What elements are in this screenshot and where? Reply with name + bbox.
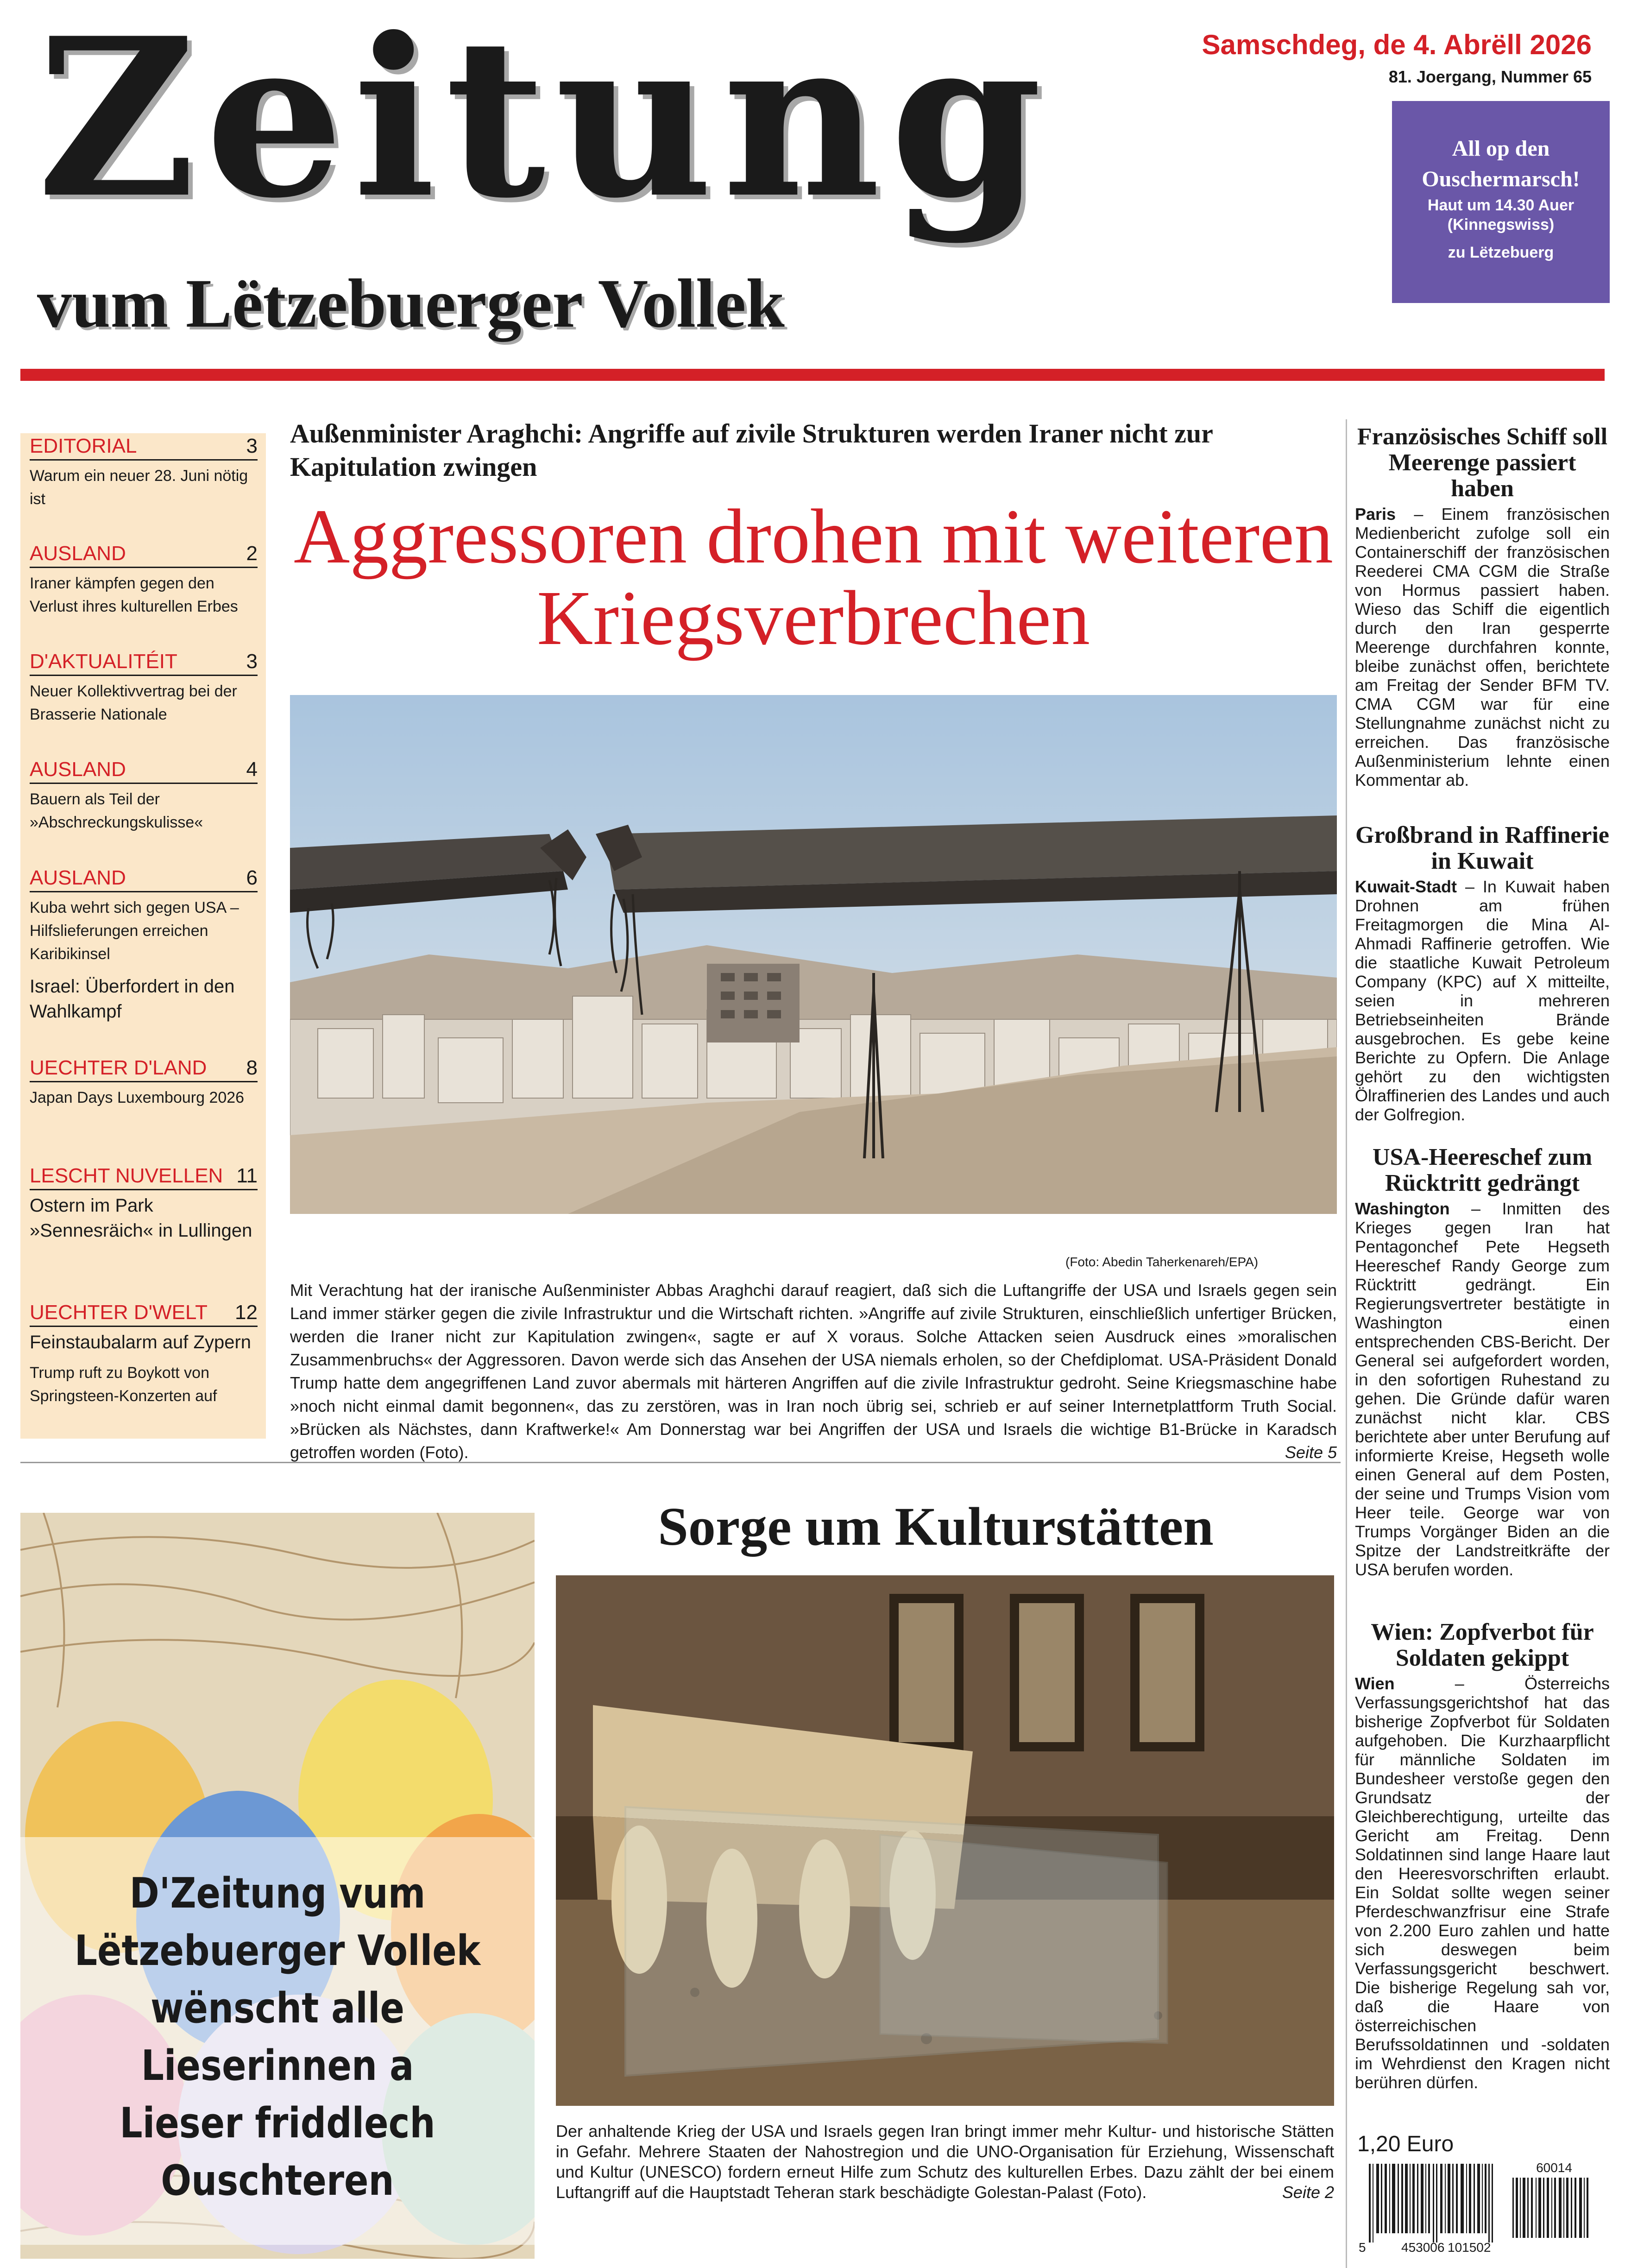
lead-headline[interactable]: Aggressoren drohen mit weiteren Kriegsverbrechen xyxy=(294,493,1333,661)
toc-text: Israel: Überfordert in den Wahlkampf xyxy=(30,976,235,1022)
brief-body xyxy=(1355,1674,1610,2092)
brief-text: – Einem französischen Medienbericht zufolge soll ein Containerschiff der französischen Reederei CMA CGM die Straße von Hormus passiert haben. Wieso das Schiff die eigentlich durch den Iran gesperrte Meerenge durchfahren konnte, bleibe zunächst offen, berichtete am Freitag der Sender BFM TV. CMA CGM war für eine Stellungnahme zunächst nicht zu erreichen. Das französische Außenministerium lehnte einen Kommentar ab. xyxy=(1355,505,1610,790)
culture-body xyxy=(556,2121,1334,2203)
promo-line: Haut um 14.30 Auer xyxy=(1427,196,1575,214)
toc-page: 3 xyxy=(246,435,258,457)
brief-body xyxy=(1355,877,1610,1124)
barcode xyxy=(1355,2159,1605,2256)
brief-body xyxy=(1355,1199,1610,1579)
toc-section: UECHTER D'WELT xyxy=(30,1301,208,1324)
news-brief[interactable] xyxy=(1355,822,1610,1124)
culture-body-text: Der anhaltende Krieg der USA und Israels gegen Iran bringt immer mehr Kultur- und historische Stätten in Gefahr. Mehrere Staaten der Nahostregion und die UNO-Organisation für Erziehung, Wissenschaft und Kultur (UNESCO) fordern erneut Hilfe zum Schutz des kulturellen Erbes. Dazu zählt der bei einem Luftangriff auf die Hauptstadt Teheran stark beschädigte Golestan-Palast (Foto). xyxy=(556,2122,1334,2202)
toc-section: LESCHT NUVELLEN xyxy=(30,1164,223,1187)
easter-line: wënscht alle xyxy=(151,1984,404,2033)
news-brief[interactable] xyxy=(1355,424,1610,790)
toc-page: 11 xyxy=(236,1164,258,1187)
issue-date: Samschdeg, de 4. Abrëll 2026 xyxy=(1202,29,1592,60)
brief-text: – In Kuwait haben Drohnen am frühen Freitagmorgen die Mina Al-Ahmadi Raffinerie getroffen. Wie die staatliche Kuwait Petroleum Company (KPC) auf X mitteilte, seien in mehreren Betriebseinheiten Brände ausgebrochen. Es gebe keine Berichte zu Opfern. Die Anlage gehört zu den wichtigsten Ölraffinerien des Landes und auch der Golfregion. xyxy=(1355,877,1610,1124)
toc-section: EDITORIAL xyxy=(30,435,137,457)
culture-headline[interactable]: Sorge um Kulturstätten xyxy=(658,1496,1214,1557)
toc-entry[interactable] xyxy=(30,433,258,511)
dateline: Kuwait-Stadt xyxy=(1355,877,1457,896)
toc-text: Ostern im Park »Sennesräich« in Lullingen xyxy=(30,1195,252,1241)
brief-headline: Wien: Zopfverbot für Soldaten gekippt xyxy=(1371,1619,1594,1671)
promo-line: Ouschermarsch! xyxy=(1422,167,1580,191)
toc-section: AUSLAND xyxy=(30,542,126,565)
toc-page: 12 xyxy=(235,1301,258,1324)
lead-body xyxy=(290,1279,1337,1464)
dateline: Wien xyxy=(1355,1674,1395,1693)
toc-page: 6 xyxy=(246,866,258,889)
brief-text: – Österreichs Verfassungsgerichtshof hat das bisherige Zopfverbot für Soldaten aufgehoben. Die Kurzhaarpflicht für männliche Soldaten im Bundesheer verstoße gegen den Grundsatz der Gleichberechtigung, urteilte das Gericht am Freitag. Denn Soldatinnen sind lange Haare laut den Heeresvorschriften erlaubt. Ein Soldat sollte wegen seiner Pferdeschwanzfrisur eine Strafe von 2.200 Euro zahlen und hatte sich deswegen beim Verfassungsgericht beschwert. Die bisherige Regelung sah vor, daß die Haare von österreichischen Berufssoldatinnen und -soldaten im Wehrdienst den Kragen nicht berühren dürfen. xyxy=(1355,1674,1610,2092)
brief-body xyxy=(1355,505,1610,790)
easter-line: Lieser friddlech xyxy=(120,2099,435,2148)
toc-page: 8 xyxy=(246,1056,258,1079)
easter-line: Lëtzebuerger Vollek xyxy=(74,1927,481,1975)
toc-entry[interactable] xyxy=(30,865,258,1024)
toc-page: 3 xyxy=(246,650,258,673)
promo-box[interactable] xyxy=(1392,101,1610,303)
easter-greeting xyxy=(20,1513,535,2259)
culture-photo-palace xyxy=(556,1575,1334,2106)
toc-entry[interactable] xyxy=(30,1055,258,1109)
toc-section: D'AKTUALITÉIT xyxy=(30,650,177,673)
toc-page: 4 xyxy=(246,758,258,781)
toc-text: Kuba wehrt sich gegen USA – Hilfslieferungen erreichen Karibikinsel xyxy=(30,899,239,963)
promo-line: (Kinnegswiss) xyxy=(1447,216,1555,234)
promo-line: zu Lëtzebuerg xyxy=(1448,244,1554,261)
toc-entry[interactable] xyxy=(30,649,258,726)
toc-text: Warum ein neuer 28. Juni nötig ist xyxy=(30,467,248,508)
toc-page: 2 xyxy=(246,542,258,565)
toc-text: Japan Days Luxembourg 2026 xyxy=(30,1089,245,1106)
toc-section: AUSLAND xyxy=(30,758,126,781)
issue-number: 81. Joergang, Nummer 65 xyxy=(1388,67,1592,86)
easter-message xyxy=(57,1865,499,2210)
section-divider xyxy=(20,1462,1341,1463)
photo-credit: (Foto: Abedin Taherkenareh/EPA) xyxy=(1065,1255,1259,1269)
masthead-divider xyxy=(20,369,1605,381)
dateline: Paris xyxy=(1355,505,1396,524)
brief-headline: Französisches Schiff soll Meerenge passiert haben xyxy=(1357,423,1608,502)
toc-text: Iraner kämpfen gegen den Verlust ihres kulturellen Erbes xyxy=(30,575,238,615)
page-reference[interactable]: Seite 5 xyxy=(1285,1443,1337,1462)
news-brief[interactable] xyxy=(1355,1144,1610,1579)
toc-text: Feinstaubalarm auf Zypern xyxy=(30,1332,252,1352)
toc-entry[interactable] xyxy=(30,541,258,618)
toc-entry[interactable] xyxy=(30,1300,258,1408)
brief-text: – Inmitten des Krieges gegen Iran hat Pentagonchef Pete Hegseth Heereschef Randy George zum Rücktritt gedrängt. Ein Regierungsvertreter bestätigte in Washington einen entsprechenden CBS-Bericht. Der General sei aufgefordert worden, in den sofortigen Ruhestand zu gehen. Die Gründe dafür waren zunächst nicht klar. CBS berichtete aber unter Berufung auf informierte Kreise, Hegseth wolle einen General auf dem Posten, der seine und Trumps Vision vom Heer teile. George war von Trumps Vorgänger Biden an die Spitze der Landstreitkräfte der USA berufen worden. xyxy=(1355,1199,1610,1579)
promo-line: All op den xyxy=(1452,136,1550,161)
toc-section: UECHTER D'LAND xyxy=(30,1056,207,1079)
page-reference[interactable]: Seite 2 xyxy=(1282,2183,1334,2202)
easter-line: Ouschteren xyxy=(161,2156,394,2205)
lead-body-text: Mit Verachtung hat der iranische Außenminister Abbas Araghchi darauf reagiert, daß sich die Luftangriffe der USA und Israels gegen sein Land immer stärker gegen die zivile Infrastruktur und die Wirtschaft richten. »Angriffe auf zivile Strukturen, einschließlich unfertiger Brücken, werden die Iraner nicht zur Kapitulation zwingen«, sagte er auf X voraus. Solche Attacken seien Ausdruck eines »moralischen Zusammenbruchs« der Aggressoren. Davon werde sich das Ansehen der USA niemals erholen, so der Chefdiplomat. USA-Präsident Donald Trump hatte dem angegriffenen Land zuvor abermals mit härteren Angriffen auf die zivile Infrastruktur gedroht. Seine Kriegsmaschine habe »noch nicht einmal damit begonnen«, das zu zerstören, was in Iran noch übrig sei, schrieb er auf seiner Internetplattform Truth Social. »Brücken als Nächstes, dann Kraftwerke!« Am Donnerstag war bei Angriffen der USA und Israels die wichtige B1-Brücke in Karadsch getroffen worden (Foto). xyxy=(290,1281,1337,1462)
toc-entry[interactable] xyxy=(30,757,258,834)
toc-text: Neuer Kollektivvertrag bei der Brasserie Nationale xyxy=(30,682,237,723)
barcode-group-2: 101502 xyxy=(1448,2240,1491,2255)
column-divider xyxy=(1346,419,1347,2268)
toc-text: Bauern als Teil der »Abschreckungskulisse« xyxy=(30,790,203,831)
toc-entry[interactable] xyxy=(30,1163,258,1243)
toc-text: Trump ruft zu Boykott von Springsteen-Konzerten auf xyxy=(30,1364,217,1405)
masthead-title: Zeitung xyxy=(37,0,1052,246)
easter-line: Lieserinnen a xyxy=(141,2041,414,2090)
easter-line: D'Zeitung vum xyxy=(129,1869,426,1918)
brief-headline: Großbrand in Raffinerie in Kuwait xyxy=(1355,822,1609,874)
barcode-group-1: 453006 xyxy=(1401,2240,1445,2255)
barcode-addon: 60014 xyxy=(1536,2161,1572,2175)
price: 1,20 Euro xyxy=(1357,2132,1454,2156)
lead-photo-bridge xyxy=(290,695,1337,1214)
toc-section: AUSLAND xyxy=(30,866,126,889)
table-of-contents xyxy=(20,433,266,1439)
barcode-prefix: 5 xyxy=(1359,2240,1366,2255)
dateline: Washington xyxy=(1355,1199,1450,1218)
lead-kicker: Außenminister Araghchi: Angriffe auf zivile Strukturen werden Iraner nicht zur Kapitulation zwingen xyxy=(290,418,1213,482)
masthead-subtitle: vum Lëtzebuerger Vollek xyxy=(37,265,785,342)
news-brief[interactable] xyxy=(1355,1619,1610,2092)
brief-headline: USA-Heereschef zum Rücktritt gedrängt xyxy=(1372,1144,1593,1196)
